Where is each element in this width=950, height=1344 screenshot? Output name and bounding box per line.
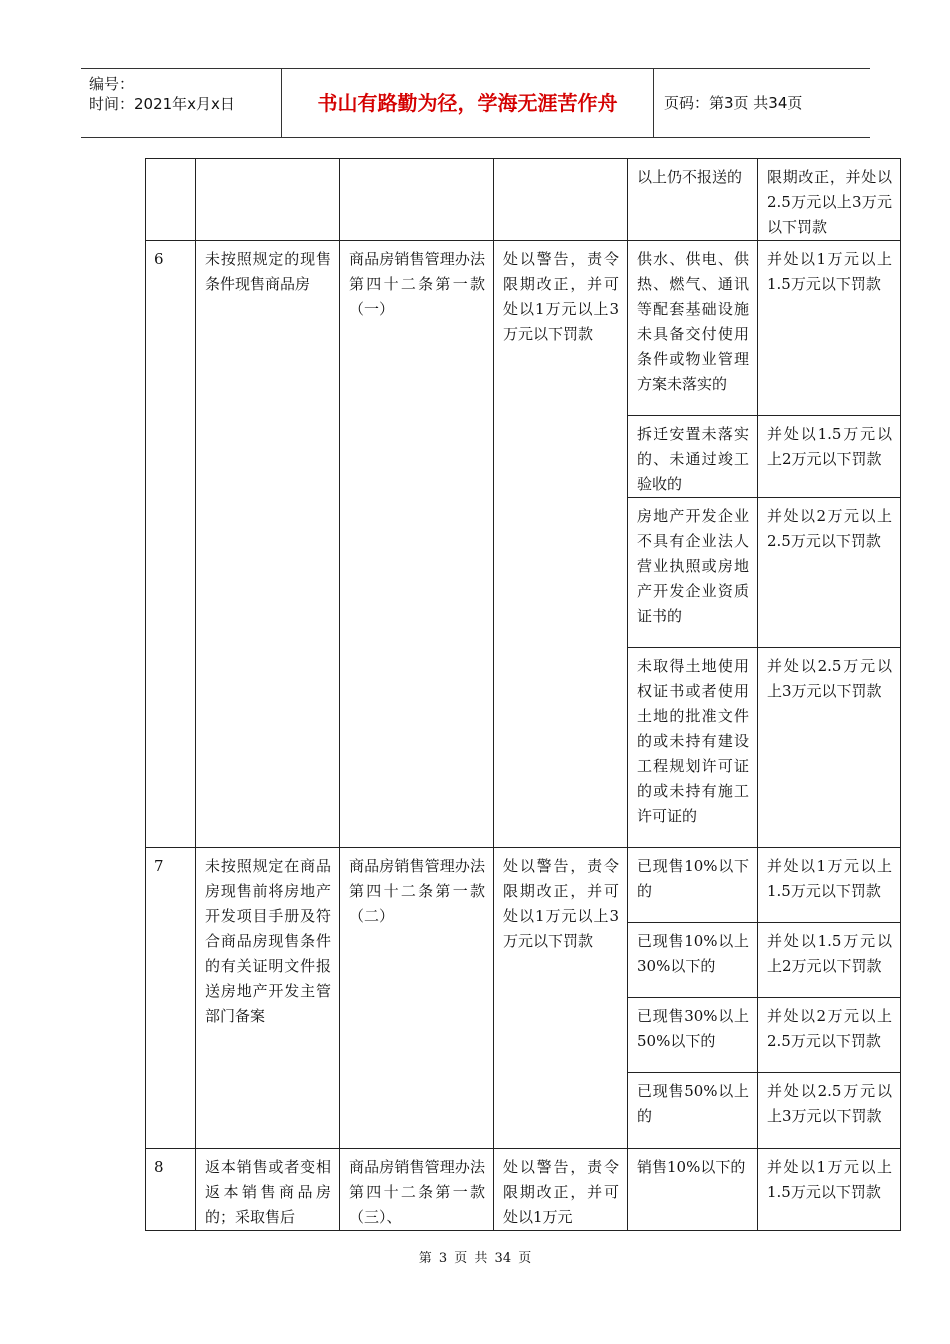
- header-meta: [81, 69, 282, 137]
- penalty-detail-cell: 并处以1万元以上1.5万元以下罚款: [758, 241, 901, 416]
- document-number-label: 编号：: [89, 75, 135, 93]
- row-number: 8: [146, 1149, 196, 1231]
- circumstance-cell: 已现售50%以上的: [628, 1073, 758, 1149]
- circumstance-cell: 已现售30%以上50%以下的: [628, 998, 758, 1073]
- penalty-cell: 处以警告，责令限期改正，并可处以1万元以上3万元以下罚款: [494, 848, 628, 1149]
- penalty-detail-cell: 并处以1万元以上1.5万元以下罚款: [758, 848, 901, 923]
- circumstance-cell: 拆迁安置未落实的、未通过竣工验收的: [628, 416, 758, 498]
- legal-basis-cell: 商品房销售管理办法第四十二条第一款（一）: [340, 241, 494, 848]
- penalty-detail-cell: 并处以2万元以上2.5万元以下罚款: [758, 998, 901, 1073]
- penalty-cell: [494, 159, 628, 241]
- penalty-table: [145, 158, 901, 1231]
- legal-basis-cell: 商品房销售管理办法第四十二条第一款（二）: [340, 848, 494, 1149]
- page-header: [81, 68, 870, 138]
- page-footer: 第 3 页 共 34 页: [418, 1251, 532, 1266]
- circumstance-cell: 以上仍不报送的: [628, 159, 758, 241]
- violation-cell: 返本销售或者变相返本销售商品房的；采取售后: [196, 1149, 340, 1231]
- row-number: [146, 159, 196, 241]
- violation-cell: 未按照规定在商品房现售前将房地产开发项目手册及符合商品房现售条件的有关证明文件报送房地产开发主管部门备案: [196, 848, 340, 1149]
- header-page-number: 页码：第3页 共34页: [664, 94, 803, 112]
- header-motto: 书山有路勤为径，学海无涯苦作舟: [282, 69, 654, 137]
- circumstance-cell: 供水、供电、供热、燃气、通讯等配套基础设施未具备交付使用条件或物业管理方案未落实的: [628, 241, 758, 416]
- row-number: 7: [146, 848, 196, 1149]
- table-row: [146, 241, 901, 416]
- circumstance-cell: 房地产开发企业不具有企业法人营业执照或房地产开发企业资质证书的: [628, 498, 758, 648]
- row-number: 6: [146, 241, 196, 848]
- violation-cell: [196, 159, 340, 241]
- legal-basis-cell: [340, 159, 494, 241]
- circumstance-cell: 未取得土地使用权证书或者使用土地的批准文件的或未持有建设工程规划许可证的或未持有施工许可证的: [628, 648, 758, 848]
- penalty-detail-cell: 并处以1.5万元以上2万元以下罚款: [758, 923, 901, 998]
- circumstance-cell: 已现售10%以上30%以下的: [628, 923, 758, 998]
- legal-basis-cell: 商品房销售管理办法第四十二条第一款（三）、: [340, 1149, 494, 1231]
- circumstance-cell: 已现售10%以下的: [628, 848, 758, 923]
- violation-cell: 未按照规定的现售条件现售商品房: [196, 241, 340, 848]
- penalty-cell: 处以警告，责令限期改正，并可处以1万元: [494, 1149, 628, 1231]
- penalty-detail-cell: 并处以2.5万元以上3万元以下罚款: [758, 1073, 901, 1149]
- table-row: [146, 159, 901, 241]
- penalty-detail-cell: 并处以2.5万元以上3万元以下罚款: [758, 648, 901, 848]
- penalty-detail-cell: 限期改正，并处以2.5万元以上3万元以下罚款: [758, 159, 901, 241]
- circumstance-cell: 销售10%以下的: [628, 1149, 758, 1231]
- penalty-detail-cell: 并处以2万元以上2.5万元以下罚款: [758, 498, 901, 648]
- penalty-detail-cell: 并处以1万元以上1.5万元以下罚款: [758, 1149, 901, 1231]
- penalty-detail-cell: 并处以1.5万元以上2万元以下罚款: [758, 416, 901, 498]
- table-row: [146, 848, 901, 923]
- table-row: [146, 1149, 901, 1231]
- document-time-label: 时间：2021年x月x日: [89, 95, 235, 113]
- penalty-cell: 处以警告，责令限期改正，并可处以1万元以上3万元以下罚款: [494, 241, 628, 848]
